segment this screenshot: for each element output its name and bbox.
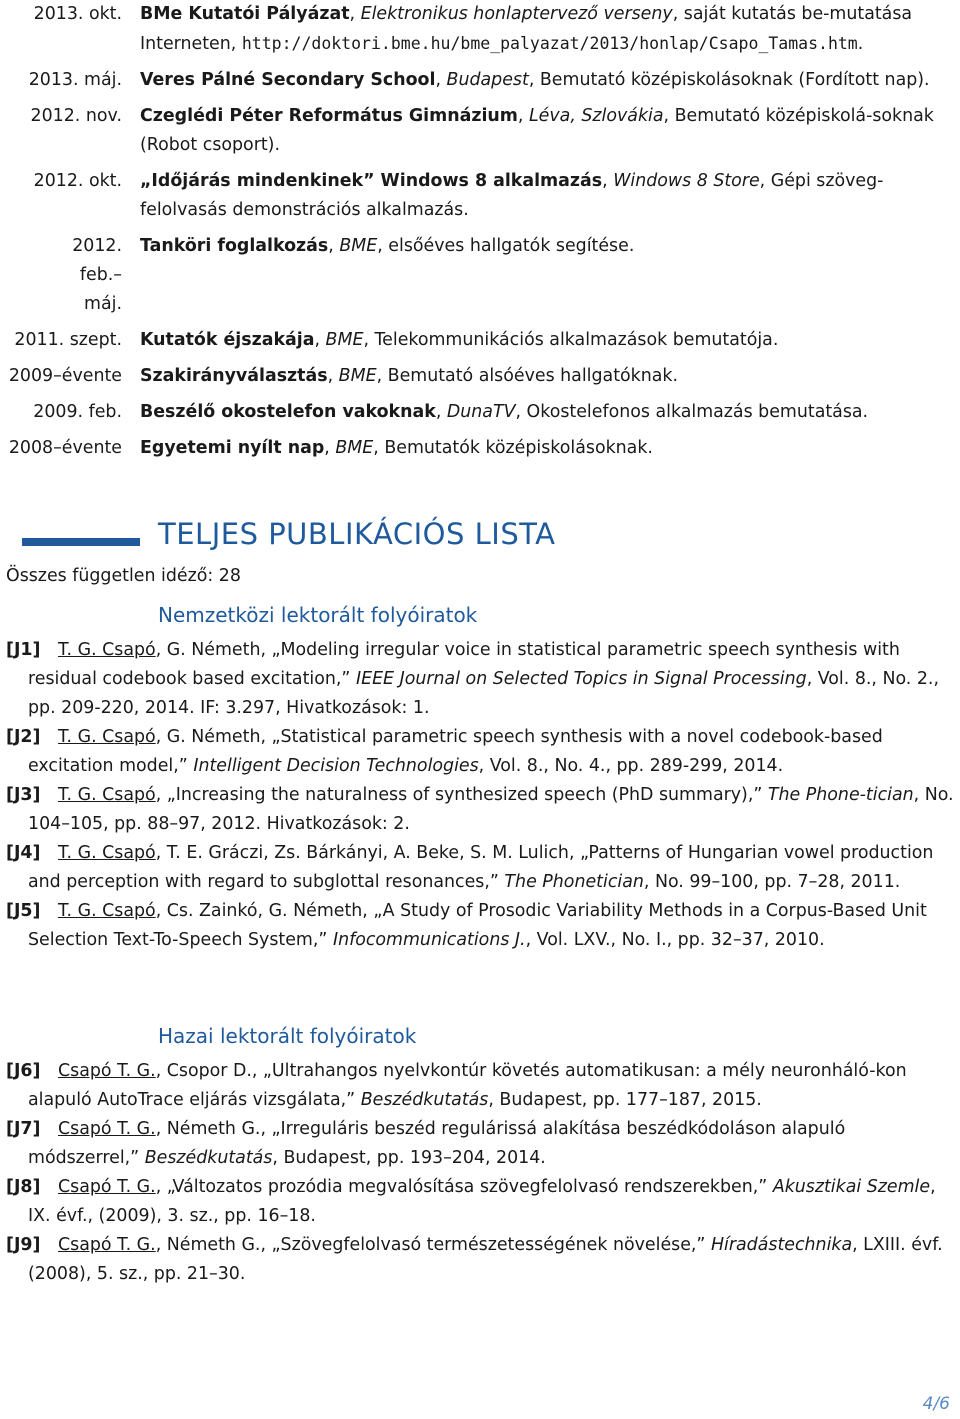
event-body: Szakirányválasztás, BME, Bemutató alsóéves hallgatóknak. xyxy=(140,366,679,386)
pub-author: Csapó T. G. xyxy=(58,1235,156,1255)
event-url[interactable]: http://doktori.bme.hu/bme_palyazat/2013/honlap/Csapo_Tamas.htm xyxy=(241,34,858,53)
event-title: Czeglédi Péter Református Gimnázium xyxy=(140,106,518,126)
event-item xyxy=(0,66,960,95)
event-title: BMe Kutatói Pályázat xyxy=(140,4,350,24)
pub-id: [J4] xyxy=(6,843,41,863)
pub-details: , Budapest, pp. 177–187, 2015. xyxy=(488,1090,762,1110)
event-place: Windows 8 Store xyxy=(613,171,760,191)
event-sep: , xyxy=(349,4,361,24)
event-date: 2009. feb. xyxy=(33,402,122,422)
pub-text: , G. Németh, „Statistical parametric speech synthesis with a novel codebook-based excitation model,” xyxy=(28,727,883,776)
pub-venue: Akusztikai Szemle xyxy=(772,1177,931,1197)
pub-venue: Híradástechnika xyxy=(710,1235,853,1255)
publication-item xyxy=(6,1115,958,1173)
pub-id: [J6] xyxy=(6,1061,41,1081)
event-body: Veres Pálné Secondary School, Budapest, Bemutató középiskolásoknak (Fordított nap). xyxy=(140,70,930,90)
event-date: 2008–évente xyxy=(8,438,122,458)
pub-venue: The Phone-tician xyxy=(767,785,914,805)
pub-text: , Cs. Zainkó, G. Németh, „A Study of Prosodic Variability Methods in a Corpus-Based Unit Selection Text-To-Speech System,” xyxy=(28,901,927,950)
publication-item xyxy=(6,839,958,897)
event-item xyxy=(0,0,960,59)
event-body: Egyetemi nyílt nap, BME, Bemutatók középiskolásoknak. xyxy=(140,438,653,458)
event-place: Elektronikus honlaptervező verseny xyxy=(360,4,673,24)
event-item xyxy=(0,398,960,427)
publication-item xyxy=(6,1057,958,1115)
pub-venue: Beszédkutatás xyxy=(360,1090,489,1110)
pub-details: , Vol. 8., No. 4., pp. 289-299, 2014. xyxy=(478,756,784,776)
publication-item xyxy=(6,723,958,781)
event-desc: , Bemutató középiskolá-soknak (Robot csoport). xyxy=(140,106,934,155)
publication-item xyxy=(6,1231,958,1289)
pub-venue: IEEE Journal on Selected Topics in Signal Processing xyxy=(355,669,807,689)
pubs-hungarian xyxy=(6,1057,958,1289)
pub-venue: The Phonetician xyxy=(504,872,644,892)
pub-author: Csapó T. G. xyxy=(58,1061,156,1081)
pub-venue: Intelligent Decision Technologies xyxy=(193,756,479,776)
events-list xyxy=(0,0,960,470)
event-body xyxy=(140,0,960,59)
pub-text: , G. Németh, „Modeling irregular voice in statistical parametric speech synthesis with residual codebook based excitation,” xyxy=(28,640,900,689)
event-place: BME xyxy=(338,366,377,386)
pub-id: [J9] xyxy=(6,1235,41,1255)
pub-details: , No. 104–105, pp. 88–97, 2012. Hivatkozások: 2. xyxy=(28,785,954,834)
event-date: 2013. máj. xyxy=(28,70,122,90)
event-title: Beszélő okostelefon vakoknak xyxy=(140,402,436,422)
pub-text: , T. E. Gráczi, Zs. Bárkányi, A. Beke, S. M. Lulich, „Patterns of Hungarian vowel production and perception with regard to subglottal resonances,” xyxy=(28,843,934,892)
subhead-international: Nemzetközi lektorált folyóiratok xyxy=(158,603,478,627)
event-date: 2012. feb.– máj. xyxy=(72,236,122,314)
event-body: Beszélő okostelefon vakoknak, DunaTV, Okostelefonos alkalmazás bemutatása. xyxy=(140,402,869,422)
event-date: 2013. okt. xyxy=(33,4,122,24)
event-desc: , Bemutató alsóéves hallgatóknak. xyxy=(376,366,679,386)
pub-author: T. G. Csapó xyxy=(58,901,156,921)
event-desc: , Gépi szöveg-felolvasás demonstrációs alkalmazás. xyxy=(140,171,884,220)
event-title: Egyetemi nyílt nap xyxy=(140,438,325,458)
pub-text: , Csopor D., „Ultrahangos nyelvkontúr követés automatikusan: a mély neuronháló-kon alapuló AutoTrace eljárás vizsgálata,” xyxy=(28,1061,907,1110)
pub-text: , „Increasing the naturalness of synthesized speech (PhD summary),” xyxy=(155,785,768,805)
subhead-hungarian: Hazai lektorált folyóiratok xyxy=(158,1024,417,1048)
event-desc: , Telekommunikációs alkalmazások bemutatója. xyxy=(363,330,779,350)
pub-id: [J7] xyxy=(6,1119,41,1139)
event-body: Tanköri foglalkozás, BME, elsőéves hallgatók segítése. xyxy=(140,236,635,256)
pub-id: [J1] xyxy=(6,640,41,660)
pub-text: , Németh G., „Szövegfelolvasó természetességének növelése,” xyxy=(155,1235,711,1255)
event-desc: , Bemutatók középiskolásoknak. xyxy=(373,438,653,458)
event-place: Léva, Szlovákia xyxy=(528,106,664,126)
event-title: Tanköri foglalkozás xyxy=(140,236,329,256)
pubs-international xyxy=(6,636,958,955)
publication-item xyxy=(6,1173,958,1231)
pub-text: , „Változatos prozódia megvalósítása szövegfelolvasó rendszerekben,” xyxy=(155,1177,773,1197)
pub-venue: Beszédkutatás xyxy=(144,1148,273,1168)
pub-author: T. G. Csapó xyxy=(58,640,156,660)
section-bar xyxy=(22,538,140,546)
event-title: „Időjárás mindenkinek” Windows 8 alkalmazás xyxy=(140,171,603,191)
pub-author: T. G. Csapó xyxy=(58,843,156,863)
event-date: 2009–évente xyxy=(8,366,122,386)
event-item xyxy=(0,434,960,463)
event-place: BME xyxy=(325,330,364,350)
event-item xyxy=(0,102,960,160)
event-item xyxy=(0,232,960,319)
pub-id: [J8] xyxy=(6,1177,41,1197)
event-place: DunaTV xyxy=(446,402,516,422)
pub-author: Csapó T. G. xyxy=(58,1119,156,1139)
event-date: 2011. szept. xyxy=(14,330,122,350)
event-place: Budapest xyxy=(446,70,529,90)
event-body: „Időjárás mindenkinek” Windows 8 alkalmazás, Windows 8 Store, Gépi szöveg-felolvasás demonstrációs alkalmazás. xyxy=(140,171,884,220)
event-date: 2012. okt. xyxy=(33,171,122,191)
pub-details: , IX. évf., (2009), 3. sz., pp. 16–18. xyxy=(28,1177,936,1226)
event-body: Kutatók éjszakája, BME, Telekommunikációs alkalmazások bemutatója. xyxy=(140,330,779,350)
event-place: BME xyxy=(335,438,374,458)
pub-author: T. G. Csapó xyxy=(58,727,156,747)
pub-details: , LXIII. évf. (2008), 5. sz., pp. 21–30. xyxy=(28,1235,943,1284)
pub-id: [J5] xyxy=(6,901,41,921)
event-tail: . xyxy=(857,34,864,54)
publication-item xyxy=(6,636,958,723)
pub-author: Csapó T. G. xyxy=(58,1177,156,1197)
pub-id: [J3] xyxy=(6,785,41,805)
pub-id: [J2] xyxy=(6,727,41,747)
section-title: TELJES PUBLIKÁCIÓS LISTA xyxy=(158,517,556,551)
page-number: 4/6 xyxy=(922,1394,950,1414)
event-date: 2012. nov. xyxy=(30,106,122,126)
event-body: Czeglédi Péter Református Gimnázium, Léva, Szlovákia, Bemutató középiskolá-soknak (Robot csoport). xyxy=(140,106,934,155)
event-desc: , elsőéves hallgatók segítése. xyxy=(377,236,635,256)
event-item xyxy=(0,167,960,225)
event-item xyxy=(0,362,960,391)
event-title: Szakirányválasztás xyxy=(140,366,328,386)
pub-author: T. G. Csapó xyxy=(58,785,156,805)
pub-details: , Vol. LXV., No. I., pp. 32–37, 2010. xyxy=(525,930,825,950)
event-desc: , Bemutató középiskolásoknak (Fordított nap). xyxy=(528,70,930,90)
event-desc: , saját kutatás be-mutatása Interneten, xyxy=(140,4,913,54)
pub-text: , Németh G., „Irreguláris beszéd regulárissá alakítása beszédkódoláson alapuló módszerrel,” xyxy=(28,1119,846,1168)
publication-item xyxy=(6,897,958,955)
event-place: BME xyxy=(339,236,378,256)
event-title: Kutatók éjszakája xyxy=(140,330,315,350)
event-title: Veres Pálné Secondary School xyxy=(140,70,436,90)
pub-details: , Vol. 8., No. 2., pp. 209-220, 2014. IF: 3.297, Hivatkozások: 1. xyxy=(28,669,939,718)
publication-item xyxy=(6,781,958,839)
event-desc: , Okostelefonos alkalmazás bemutatása. xyxy=(515,402,869,422)
pub-details: , No. 99–100, pp. 7–28, 2011. xyxy=(643,872,901,892)
event-item xyxy=(0,326,960,355)
pub-details: , Budapest, pp. 193–204, 2014. xyxy=(272,1148,546,1168)
citation-count: Összes független idéző: 28 xyxy=(6,566,241,586)
pub-venue: Infocommunications J. xyxy=(332,930,526,950)
